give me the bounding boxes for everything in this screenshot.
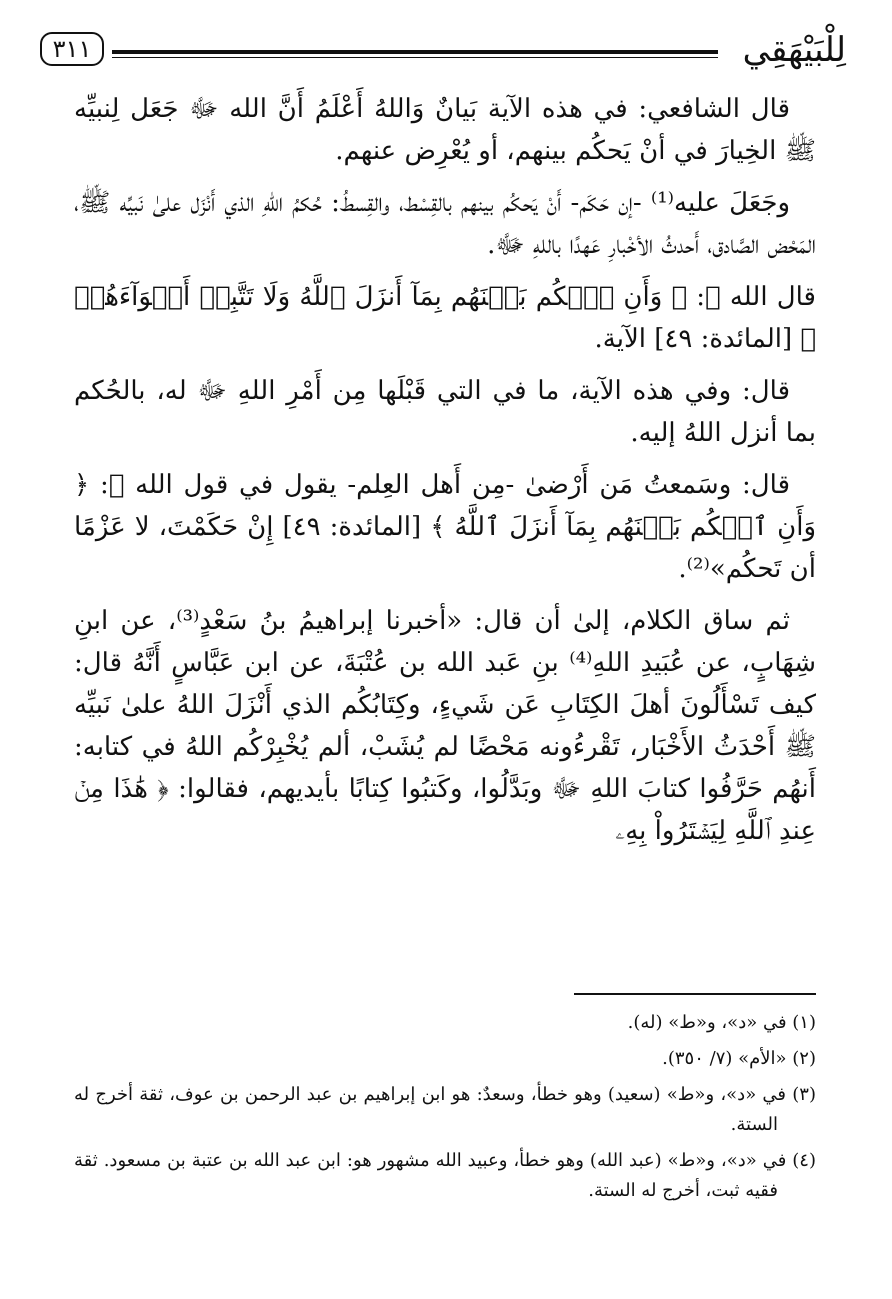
paragraph-1: قال الشافعي: في هذه الآية بَيانٌ وَاللهُ أَعْلَمُ أَنَّ الله ﷻ جَعَل لِنبيِّه ﷺ الخِيارَ في أنْ يَحكُم بينهم، أو يُعْرِض عنهم.	[74, 94, 816, 166]
main-text	[74, 88, 816, 862]
paragraph-2: وجَعَلَ عليه⁽¹⁾ -إن حَكَم- أَنْ يَحكُم بينهم بالقِسْط، والقِسطُ: حُكمُ اللهِ الذي أَنْزَل علىٰ نَبيِّه ﷺ، المَحْض الصَّادق، أَحدثُ الأخْبارِ عَهدًا باللهِ ﷻ.	[74, 188, 816, 260]
footnotes	[74, 1008, 816, 1212]
footnote-3: (٣) في «د»، و«ط» (سعيد) وهو خطأ، وسعدٌ: هو ابن إبراهيم بن عبد الرحمن بن عوف، ثقة أخرج له الستة.	[74, 1084, 816, 1135]
paragraph-4: قال: وفي هذه الآية، ما في التي قَبْلَها مِن أَمْرِ اللهِ ﷻ له، بالحُكم بما أنزل اللهُ إليه.	[74, 376, 816, 448]
footnote-1: (١) في «د»، و«ط» (له).	[627, 1012, 816, 1033]
footnote-2: (٢) «الأم» (٧/ ٣٥٠).	[662, 1048, 816, 1069]
paragraph-5: قال: وسَمعتُ مَن أَرْضىٰ -مِن أَهل العِلم- يقول في قول الله ﷻ: ﴿ وَأَنِ ٱحۡكُم بَيۡنَهُم بِمَآ أَنزَلَ ٱللَّهُ ﴾ [المائدة: ٤٩] إِنْ حَكَمْتَ، لا عَزْمًا أن تَحكُم»⁽²⁾.	[74, 470, 816, 584]
page-header	[40, 30, 846, 86]
footnote-4: (٤) في «د»، و«ط» (عبد الله) وهو خطأ، وعبيد الله مشهور هو: ابن عبد الله بن عتبة بن مسعود. ثقة فقيه ثبت، أخرج له الستة.	[74, 1150, 816, 1201]
running-title: لِلْبَيْهَقِي	[742, 30, 846, 70]
paragraph-3: قال الله ﷻ: ﴿ وَأَنِ ٱحۡكُم بَيۡنَهُم بِمَآ أَنزَلَ ٱللَّهُ وَلَا تَتَّبِعۡ أَهۡوَآءَهُمۡ ﴾ [المائدة: ٤٩] الآية.	[74, 282, 816, 354]
footnote-separator	[574, 993, 816, 995]
header-rule	[112, 50, 718, 58]
paragraph-6: ثم ساق الكلام، إلىٰ أن قال: «أخبرنا إبراهيمُ بنُ سَعْدٍ⁽³⁾، عن ابنِ شِهَابٍ، عن عُبَيدِ اللهِ⁽⁴⁾ بنِ عَبد الله بن عُتْبَةَ، عن ابن عَبَّاسٍ أَنَّهُ قال: كيف تَسْأَلُونَ أهلَ الكِتَابِ عَن شَيءٍ، وكِتَابُكُم الذي أَنْزَلَ اللهُ علىٰ نَبيِّه ﷺ أَحْدَثُ الأَخْبَار، تَقْرءُونه مَحْضًا لم يُشَبْ، ألم يُخْبِرْكُم اللهُ في كتابه: أَنهُم حَرَّفُوا كتابَ اللهِ ﷻ وبَدَّلُوا، وكَتبُوا كِتابًا بأيديهم، فقالوا: ﴿ هَٰذَا مِنۡ عِندِ ٱللَّهِ لِيَشۡتَرُواْ بِهِۦ	[74, 606, 816, 846]
page-number: ٣١١	[40, 32, 104, 66]
